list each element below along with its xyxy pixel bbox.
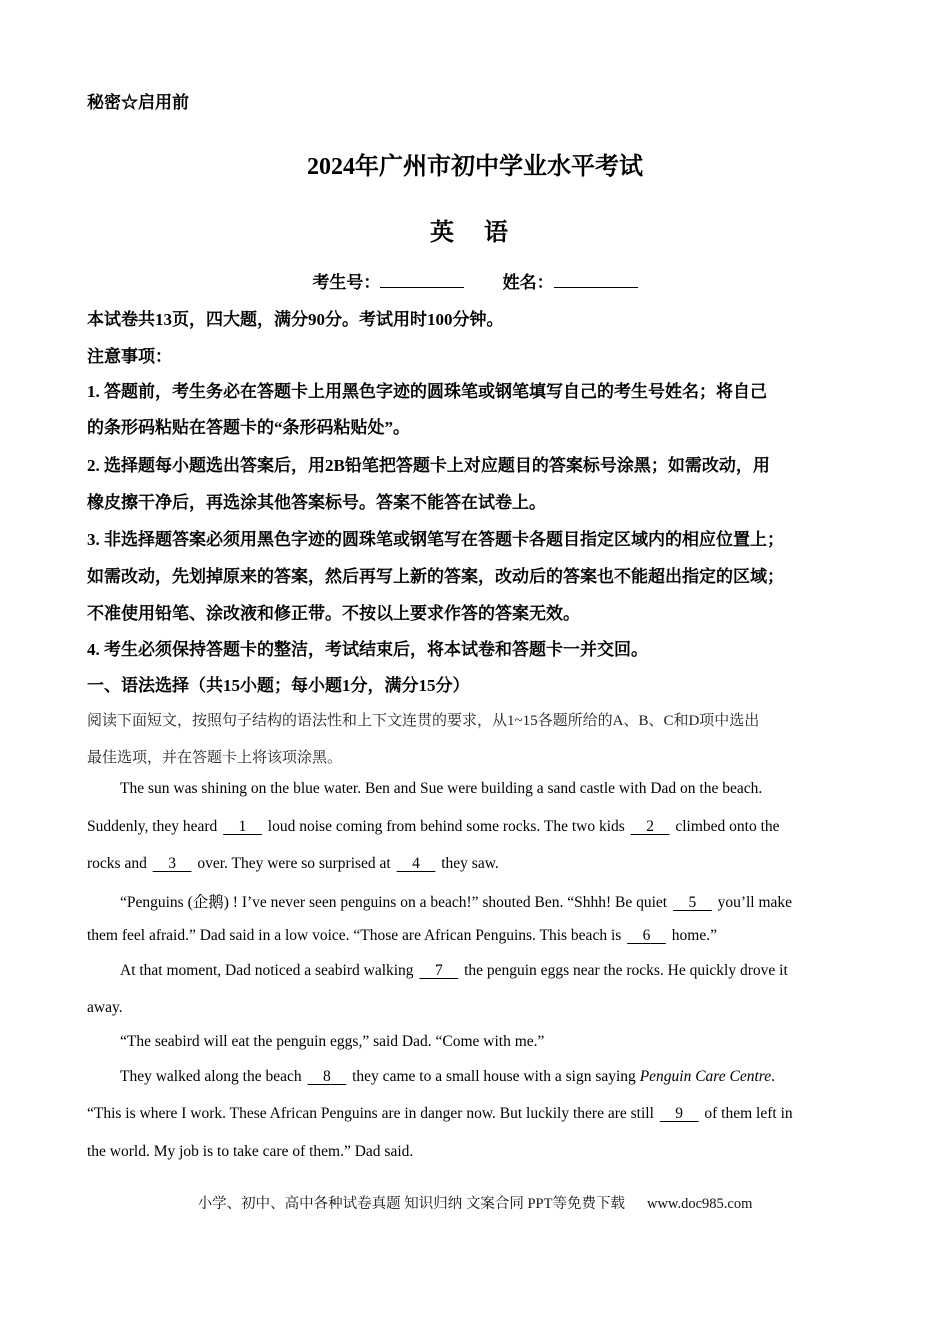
blank-number: 6 [642,927,651,944]
notice-line: 的条形码粘贴在答题卡的“条形码粘贴处”。 [87,418,410,437]
passage-text: they came to a small house with a sign saying [348,1068,640,1085]
footer-text: 小学、初中、高中各种试卷真题 知识归纳 文案合同 PPT等免费下载 [197,1196,625,1212]
passage-text: the penguin eggs near the rocks. He quickly drove it [460,962,788,979]
passage-text: . [771,1068,776,1085]
footer-site-link[interactable]: www.doc985.com [646,1196,753,1212]
passage-text: of them left in [700,1105,793,1122]
passage-text: they saw. [437,855,499,872]
blank-number: 3 [168,855,176,872]
passage-text: rocks and [87,855,151,872]
notice-heading: 注意事项： [87,347,172,366]
passage-line: the world. My job is to take care of them.” Dad said. [87,1143,414,1160]
candidate-no-blank [380,271,464,288]
blank-number: 4 [412,855,420,872]
passage-line [120,1068,775,1086]
notice-line: 如需改动，先划掉原来的答案，然后再写上新的答案，改动后的答案也不能超出指定的区域； [87,567,784,586]
passage-text: Suddenly, they heard [87,818,222,835]
subject-title: 英 语 [430,220,520,246]
blank-number: 9 [675,1105,684,1122]
exam-intro: 本试卷共13页，四大题，满分90分。考试用时100分钟。 [87,310,504,329]
passage-text: loud noise coming from behind some rocks. The two kids [263,818,629,835]
candidate-info-line [0,268,950,293]
notice-line: 4. 考生必须保持答题卡的整洁，考试结束后，将本试卷和答题卡一并交回。 [87,640,648,659]
exam-title: 2024年广州市初中学业水平考试 [307,154,643,180]
passage-text: you’ll make [713,894,793,911]
passage-line [120,962,788,980]
notice-line: 3. 非选择题答案必须用黑色字迹的圆珠笔或钢笔写在答题卡各题目指定区域内的相应位置上； [87,530,784,549]
notice-line: 1. 答题前，考生务必在答题卡上用黑色字迹的圆珠笔或钢笔填写自己的考生号姓名；将自己 [87,382,767,401]
passage-text: “This is where I work. These African Penguins are in danger now. But luckily there are still [87,1105,658,1122]
passage-text: them feel afraid.” Dad said in a low voice. “Those are African Penguins. This beach is [87,927,626,944]
passage-text: over. They were so surprised at [193,855,395,872]
blank-number: 2 [646,818,654,835]
name-label: 姓名： [502,273,554,292]
section-instruction: 阅读下面短文，按照句子结构的语法性和上下文连贯的要求，从1~15各题所给的A、B、C和D项中选出 [87,713,760,729]
name-blank [554,271,638,288]
section-instruction: 最佳选项，并在答题卡上将该项涂黑。 [87,750,343,766]
notice-line: 2. 选择题每小题选出答案后，用2B铅笔把答题卡上对应题目的答案标号涂黑；如需改动，用 [87,456,770,475]
candidate-no-label: 考生号： [312,273,381,292]
blank-number: 1 [238,818,247,835]
passage-line: “The seabird will eat the penguin eggs,” said Dad. “Come with me.” [120,1033,545,1050]
passage-line [120,890,792,912]
passage-line [87,927,717,945]
blank-number: 8 [323,1068,331,1085]
passage-text: climbed onto the [671,818,780,835]
passage-text: At that moment, Dad noticed a seabird walking [120,962,418,979]
page-footer [0,1192,950,1213]
confidential-label: 秘密☆启用前 [87,93,189,112]
passage-line: The sun was shining on the blue water. Ben and Sue were building a sand castle with Dad on the beach. [120,780,763,797]
passage-text: “Penguins (企鹅) ! I’ve never seen penguins on a beach!” shouted Ben. “Shhh! Be quiet [120,894,671,911]
section-heading: 一、语法选择（共15小题；每小题1分，满分15分） [87,676,470,695]
passage-line [87,818,780,836]
blank-number: 7 [434,962,443,979]
notice-line: 橡皮擦干净后，再选涂其他答案标号。答案不能答在试卷上。 [87,493,546,512]
sign-text: Penguin Care Centre [639,1068,772,1085]
passage-text: They walked along the beach [120,1068,306,1085]
blank-number: 5 [688,894,697,911]
passage-line [87,1105,793,1123]
passage-line: away. [87,999,123,1016]
passage-text: home.” [667,927,717,944]
notice-line: 不准使用铅笔、涂改液和修正带。不按以上要求作答的答案无效。 [87,604,580,623]
passage-line [87,855,499,873]
